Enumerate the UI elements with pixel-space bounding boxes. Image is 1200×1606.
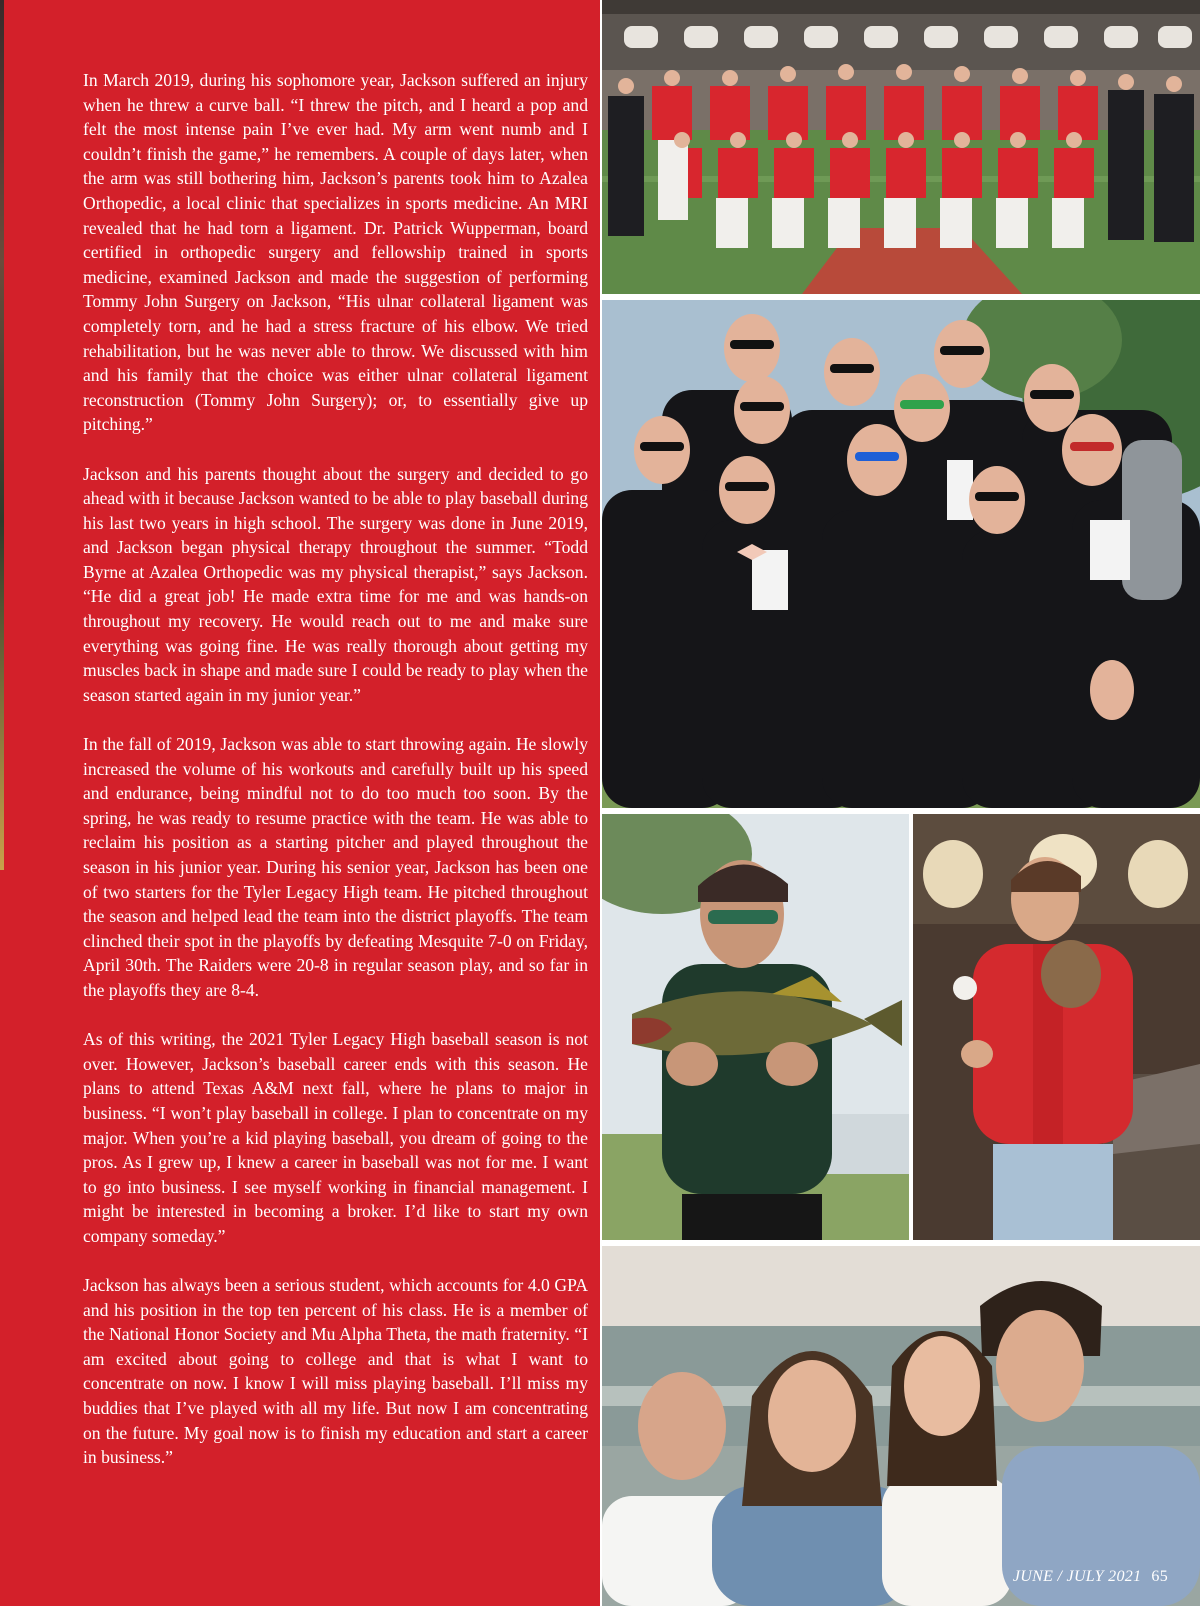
article-paragraph: Jackson and his parents thought about the surgery and decided to go ahead with it because Jackson wanted to be able to play baseball during his last two years in high school. The surgery was done in June 2019, and Jackson began physical therapy throughout the summer. “Todd Byrne at Azalea Orthopedic was my physical therapist,” says Jackson. “He did a great job! He made extra time for me and was hands-on throughout my recovery. He would reach out to me and make sure everything was going fine. He was really thorough about getting my muscles back in shape and made sure I could be ready to play when the season started again in my junior year.”: [83, 463, 588, 705]
fishing-photo: [602, 814, 909, 1240]
page-number: 65: [1151, 1568, 1168, 1585]
player-portrait-photo: [913, 814, 1200, 1240]
team-photo: [602, 0, 1200, 294]
family-beach-photo: [602, 1246, 1200, 1606]
issue-date: JUNE / JULY 2021: [1012, 1568, 1142, 1585]
adjacent-page-edge: [0, 0, 4, 870]
article-paragraph: In March 2019, during his sophomore year, Jackson suffered an injury when he threw a curve ball. “I threw the pitch, and I heard a pop and felt the most intense pain I’ve ever had. My arm went numb and I couldn’t finish the game,” he remembers. A couple of days later, when the arm was still bothering him, Jackson’s parents took him to Azalea Orthopedic, a local clinic that specializes in sports medicine. An MRI revealed that he had torn a ligament. Dr. Patrick Wupperman, board certified in orthopedic surgery and fellowship trained in sports medicine, examined Jackson and made the suggestion of performing Tommy John Surgery on Jackson, “His ulnar collateral ligament was completely torn, and he had a stress fracture of his elbow. We tried rehabilitation, but he was never able to throw. We discussed with him and his family that the choice was either ulnar collateral ligament reconstruction (Tommy John Surgery); or, to essentially give up pitching.”: [83, 70, 588, 435]
article-body: [83, 68, 588, 1494]
article-paragraph: As of this writing, the 2021 Tyler Legacy High baseball season is not over. However, Jackson’s baseball career ends with this season. He plans to attend Texas A&M next fall, where he plans to major in business. “I won’t play baseball in college. I plan to concentrate on my major. When you’re a kid playing baseball, you dream of going to the pros. As I grew up, I knew a career in baseball was not for me. I want to go into business. I see myself working in financial management. I might be interested in becoming a broker. I’d like to start my own company someday.”: [83, 1029, 588, 1246]
page-folio: [1013, 1568, 1168, 1586]
article-paragraph: Jackson has always been a serious student, which accounts for 4.0 GPA and his position in the top ten percent of his class. He is a member of the National Honor Society and Mu Alpha Theta, the math fraternity. “I am excited about going to college and that is what I want to concentrate on now. I know I will miss playing baseball. I’ll miss my buddies that I’ve played with all my life. But now I am concentrating on the future. My goal now is to finish my education and start a career in business.”: [83, 1275, 588, 1468]
tuxedo-group-photo: [602, 300, 1200, 808]
article-paragraph: In the fall of 2019, Jackson was able to start throwing again. He slowly increased the volume of his workouts and carefully built up his speed and endurance, being mindful not to do too much too soon. By the spring, he was ready to resume practice with the team. He was able to reclaim his position as a starting pitcher and played throughout the season in his junior year. During his senior year, Jackson has been one of two starters for the Tyler Legacy High team. He pitched throughout the season and helped lead the team into the district playoffs. The team clinched their spot in the playoffs by defeating Mesquite 7-0 on Friday, April 30th. The Raiders were 20-8 in regular season play, and so far in the playoffs they are 8-4.: [83, 734, 588, 1000]
